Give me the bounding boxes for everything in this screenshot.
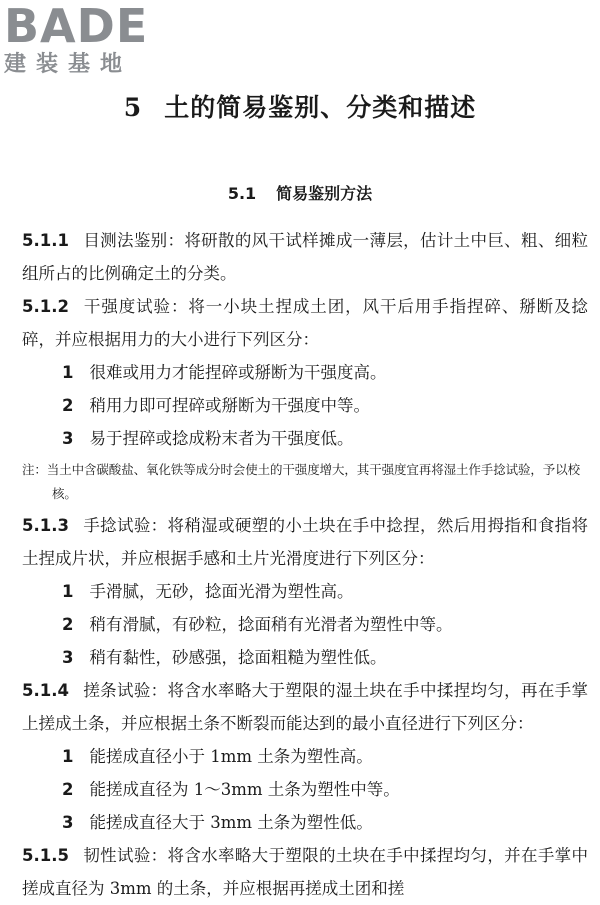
clause-number: 5.1.4 [22, 681, 69, 700]
item-number: 2 [62, 396, 74, 415]
item-number: 1 [62, 582, 74, 601]
clause-number: 5.1.5 [22, 846, 69, 865]
item-text: 能搓成直径大于 3mm 土条为塑性低。 [89, 813, 373, 832]
item-text: 能搓成直径小于 1mm 土条为塑性高。 [89, 747, 373, 766]
clause-5-1-3 [22, 509, 588, 575]
clause-number: 5.1.1 [22, 231, 69, 250]
chapter-number: 5 [123, 93, 143, 122]
item-text: 易于捏碎或捻成粉末者为干强度低。 [89, 429, 354, 448]
item-text: 很难或用力才能捏碎或掰断为干强度高。 [89, 363, 387, 382]
item-text: 稍有黏性，砂感强，捻面粗糙为塑性低。 [89, 648, 387, 667]
item-text: 手滑腻，无砂，捻面光滑为塑性高。 [89, 582, 354, 601]
clause-5-1-5 [22, 839, 588, 905]
chapter-title-text: 土的简易鉴别、分类和描述 [164, 93, 477, 122]
list-item [22, 356, 588, 389]
clause-text: 搓条试验：将含水率略大于塑限的湿土块在手中揉捏均匀，再在手掌上搓成土条，并应根据土条不断裂而能达到的最小直径进行下列区分： [22, 681, 588, 733]
list-item [22, 422, 588, 455]
clause-text: 韧性试验：将含水率略大于塑限的土块在手中揉捏均匀，并在手掌中搓成直径为 3mm 的土条，并应根据再搓成土团和搓 [22, 846, 588, 898]
brand-logo [4, 2, 174, 78]
clause-5-1-1 [22, 224, 588, 290]
item-number: 2 [62, 780, 74, 799]
document-body [22, 224, 588, 905]
list-item [22, 575, 588, 608]
item-number: 1 [62, 363, 74, 382]
item-number: 3 [62, 429, 74, 448]
clause-text: 干强度试验：将一小块土捏成土团，风干后用手指捏碎、掰断及捻碎，并应根据用力的大小进行下列区分： [22, 297, 588, 349]
list-item [22, 773, 588, 806]
item-number: 3 [62, 648, 74, 667]
clause-5-1-2 [22, 290, 588, 356]
chapter-title [0, 88, 600, 124]
section-title [0, 181, 600, 204]
section-title-text: 简易鉴别方法 [276, 184, 373, 203]
list-item [22, 740, 588, 773]
item-number: 3 [62, 813, 74, 832]
list-item [22, 806, 588, 839]
clause-text: 目测法鉴别：将研散的风干试样摊成一薄层，估计土中巨、粗、细粒组所占的比例确定土的分类。 [22, 231, 588, 283]
list-item [22, 641, 588, 674]
item-number: 2 [62, 615, 74, 634]
clause-5-1-4 [22, 674, 588, 740]
list-item [22, 389, 588, 422]
item-number: 1 [62, 747, 74, 766]
list-item [22, 608, 588, 641]
clause-text: 手捻试验：将稍湿或硬塑的小土块在手中捻捏，然后用拇指和食指将土捏成片状，并应根据手感和土片光滑度进行下列区分： [22, 516, 588, 568]
item-text: 能搓成直径为 1～3mm 土条为塑性中等。 [89, 780, 400, 799]
clause-number: 5.1.3 [22, 516, 69, 535]
clause-number: 5.1.2 [22, 297, 69, 316]
clause-note: 注：当土中含碳酸盐、氧化铁等成分时会使土的干强度增大，其干强度宜再将湿土作手捻试验，予以校核。 [22, 462, 581, 501]
logo-tagline: 建装基地 [4, 52, 133, 77]
section-number: 5.1 [227, 184, 257, 203]
item-text: 稍有滑腻，有砂粒，捻面稍有光滑者为塑性中等。 [89, 615, 453, 634]
logo-brand-text: BADE [4, 0, 149, 53]
item-text: 稍用力即可捏碎或掰断为干强度中等。 [89, 396, 370, 415]
